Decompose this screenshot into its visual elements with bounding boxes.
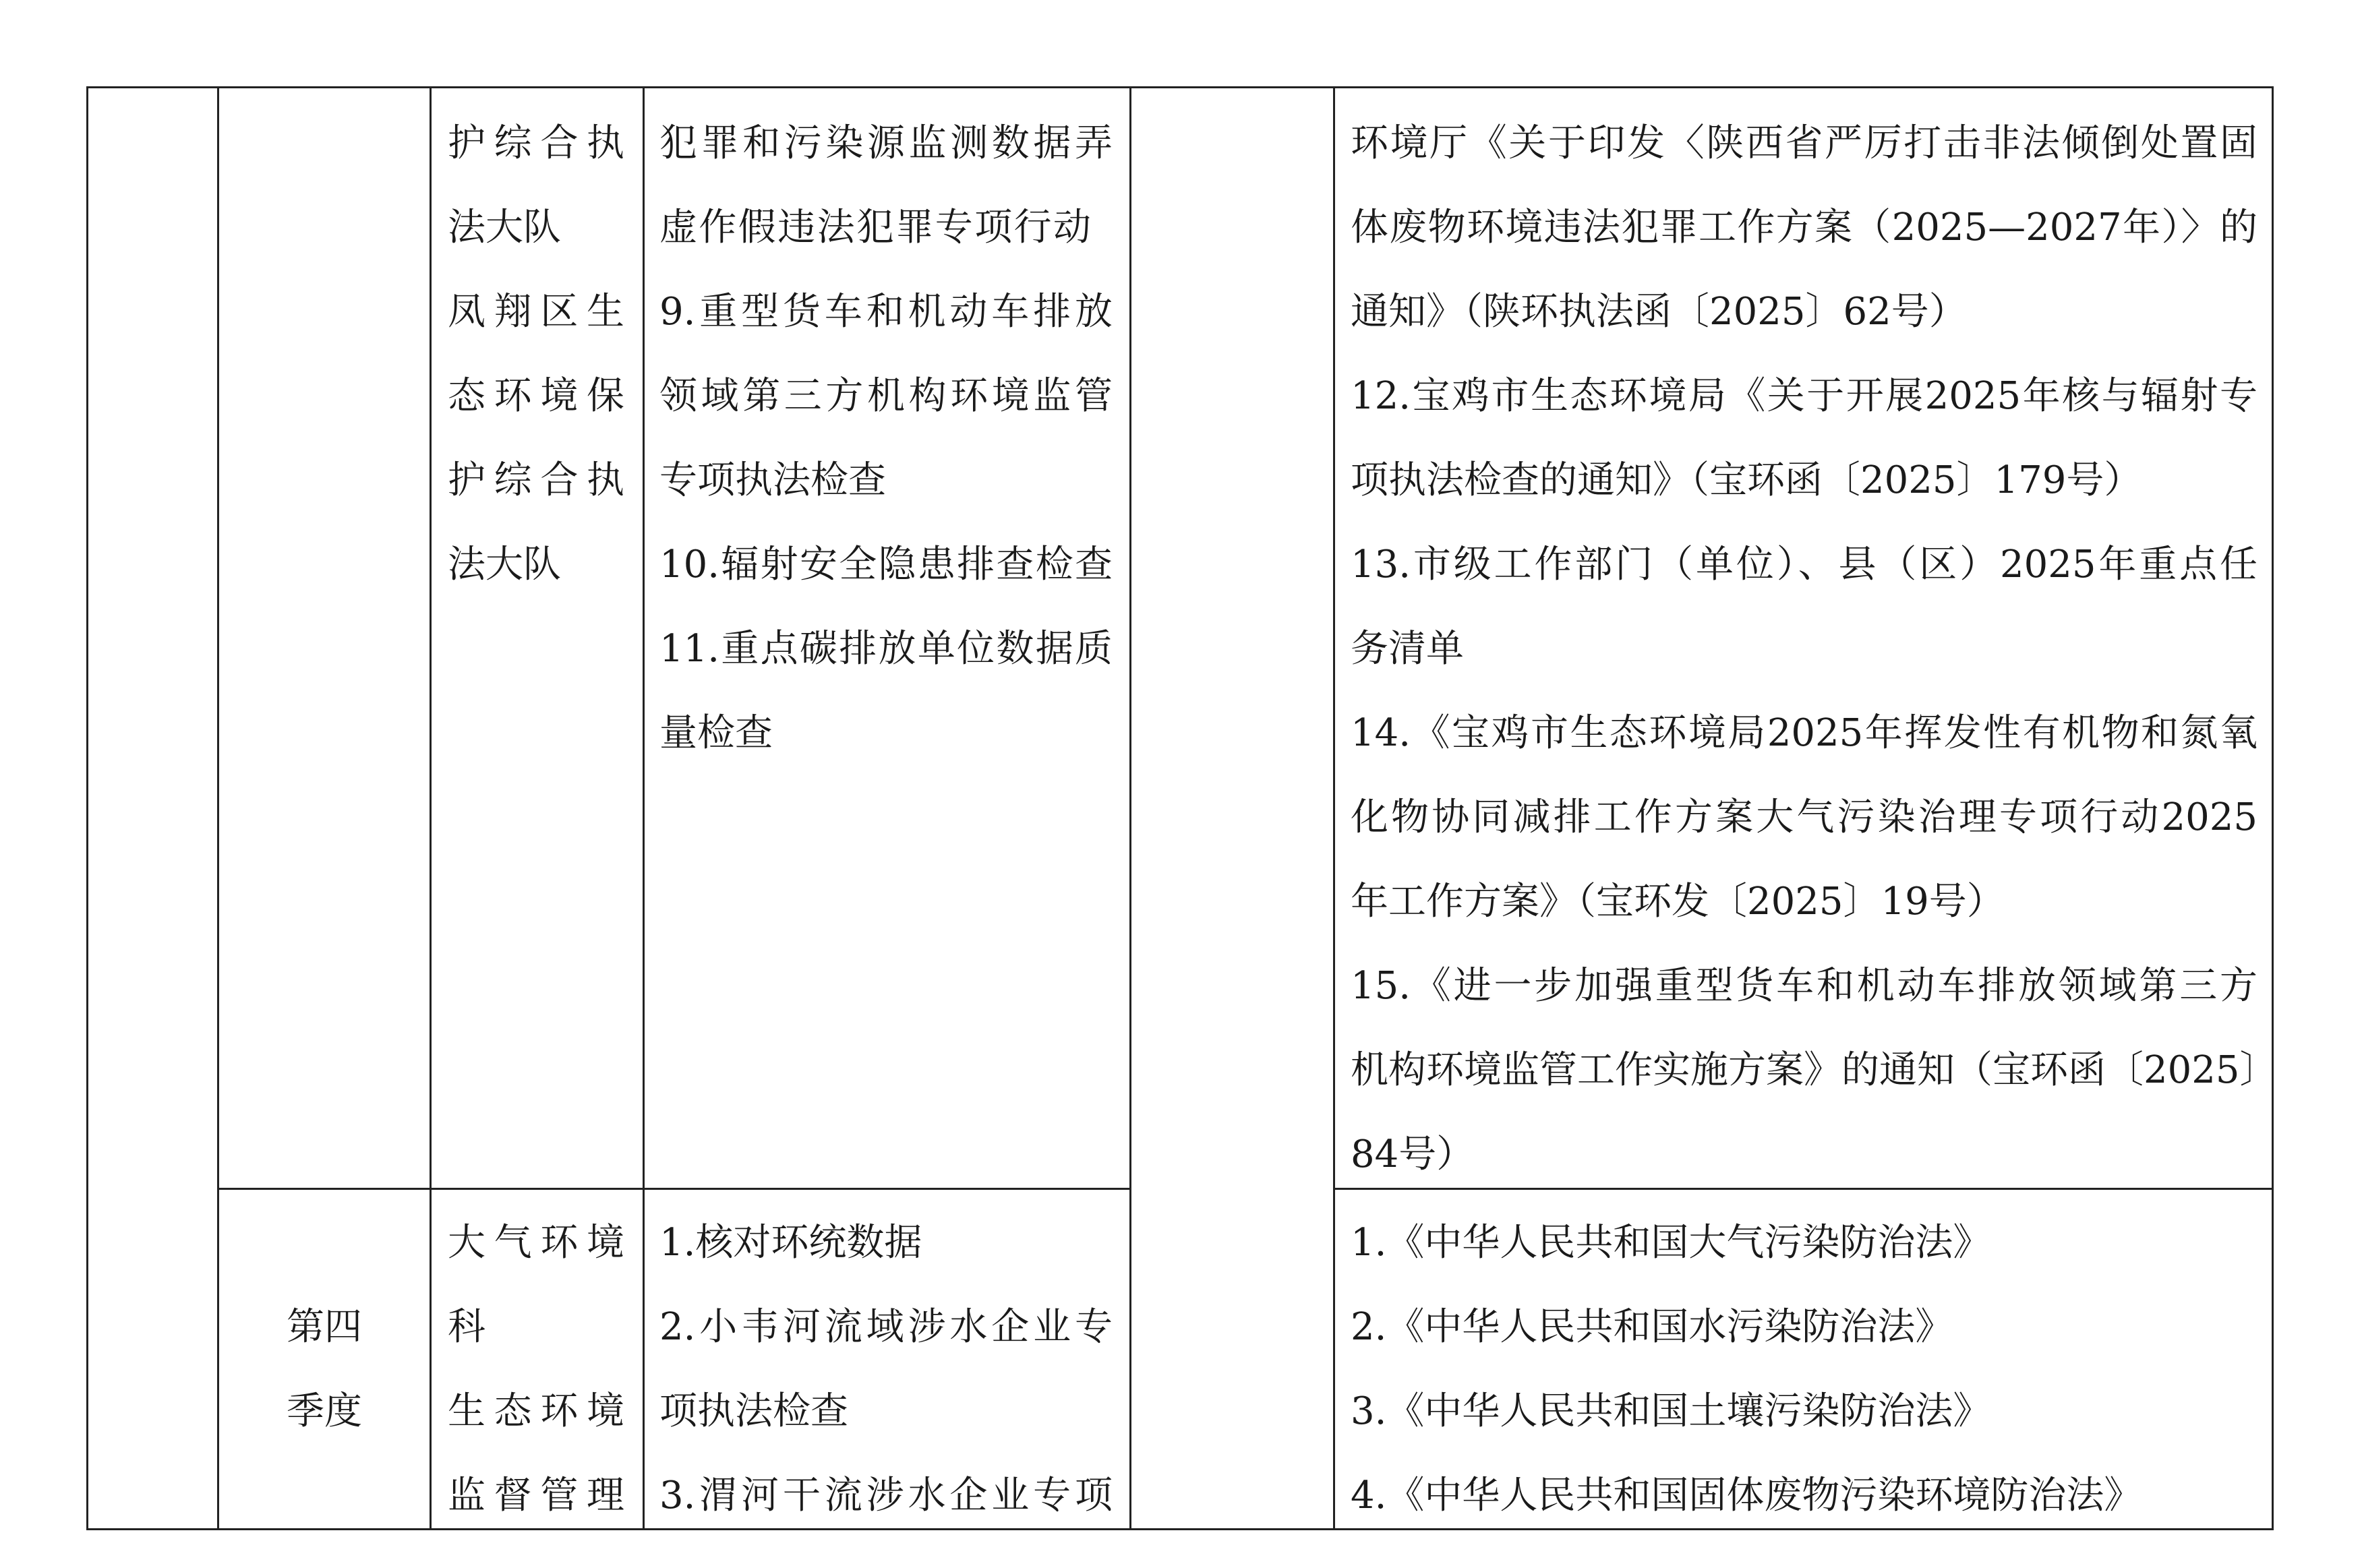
upper-unit-line: 态环境保 <box>448 374 624 418</box>
quarter-line: 季度 <box>287 1389 362 1433</box>
upper-basis-line: 年工作方案》（宝环发〔2025〕19号） <box>1351 880 2005 924</box>
lower-task-line: 2.小韦河流域涉水企业专 <box>659 1305 1113 1349</box>
column-divider-5 <box>1333 86 1335 1530</box>
lower-task-line: 3.渭河干流涉水企业专项 <box>659 1474 1113 1517</box>
upper-basis-line: 通知》（陕环执法函〔2025〕62号） <box>1351 290 1967 334</box>
lower-unit-line: 科 <box>448 1305 485 1349</box>
column-divider-3 <box>643 86 645 1530</box>
column-divider-4 <box>1129 86 1131 1530</box>
lower-basis-line: 1.《中华人民共和国大气污染防治法》 <box>1351 1221 1991 1265</box>
upper-basis-line: 13.市级工作部门（单位）、县（区）2025年重点任 <box>1351 543 2257 586</box>
upper-basis-line: 12.宝鸡市生态环境局《关于开展2025年核与辐射专 <box>1351 374 2257 418</box>
upper-task-line: 犯罪和污染源监测数据弄 <box>659 121 1113 165</box>
upper-task-line: 11.重点碳排放单位数据质 <box>659 627 1113 671</box>
upper-basis-line: 环境厅《关于印发〈陕西省严厉打击非法倾倒处置固 <box>1351 121 2257 165</box>
column-divider-1 <box>217 86 219 1530</box>
upper-basis-line: 14.《宝鸡市生态环境局2025年挥发性有机物和氮氧 <box>1351 711 2257 755</box>
column-divider-2 <box>430 86 432 1530</box>
lower-unit-line: 大气环境 <box>448 1221 624 1265</box>
upper-task-line: 10.辐射安全隐患排查检查 <box>659 543 1113 586</box>
upper-unit-line: 护综合执 <box>448 458 624 502</box>
lower-task-line: 项执法检查 <box>659 1389 848 1433</box>
upper-basis-line: 化物协同减排工作方案大气污染治理专项行动2025 <box>1351 795 2257 839</box>
upper-unit-line: 法大队 <box>448 543 561 586</box>
lower-task-line: 1.核对环统数据 <box>659 1221 922 1265</box>
upper-unit-line: 护综合执 <box>448 121 624 165</box>
upper-unit-line: 法大队 <box>448 206 561 249</box>
row-divider-left <box>217 1188 1129 1190</box>
lower-basis-line: 3.《中华人民共和国土壤污染防治法》 <box>1351 1389 1991 1433</box>
upper-unit-line: 凤翔区生 <box>448 290 624 334</box>
upper-basis-line: 项执法检查的通知》（宝环函〔2025〕179号） <box>1351 458 2142 502</box>
upper-task-line: 虚作假违法犯罪专项行动 <box>659 206 1091 249</box>
upper-task-line: 9.重型货车和机动车排放 <box>659 290 1113 334</box>
lower-unit-line: 监督管理 <box>448 1474 624 1517</box>
upper-task-line: 专项执法检查 <box>659 458 886 502</box>
upper-task-line: 量检查 <box>659 711 773 755</box>
lower-unit-line: 生态环境 <box>448 1389 624 1433</box>
upper-task-line: 领域第三方机构环境监管 <box>659 374 1113 418</box>
quarter-line: 第四 <box>287 1305 362 1349</box>
lower-basis-line: 2.《中华人民共和国水污染防治法》 <box>1351 1305 1953 1349</box>
lower-basis-line: 4.《中华人民共和国固体废物污染环境防治法》 <box>1351 1474 2142 1517</box>
upper-basis-line: 务清单 <box>1351 627 1464 671</box>
upper-basis-line: 体废物环境违法犯罪工作方案（2025—2027年）〉的 <box>1351 206 2257 249</box>
upper-basis-line: 机构环境监管工作实施方案》的通知（宝环函〔2025〕 <box>1351 1048 2278 1092</box>
upper-basis-line: 84号） <box>1351 1133 1475 1176</box>
upper-basis-line: 15.《进一步加强重型货车和机动车排放领域第三方 <box>1351 964 2257 1008</box>
